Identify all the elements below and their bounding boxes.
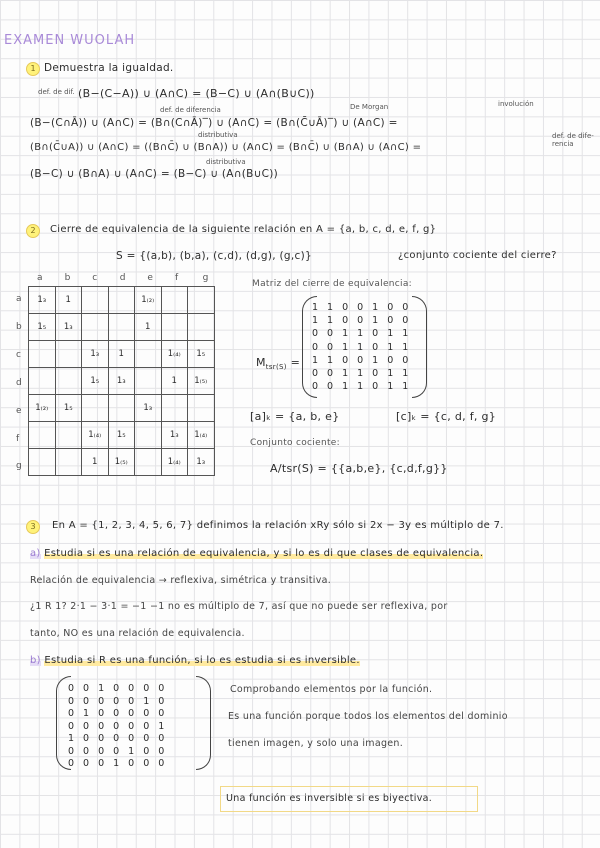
matrix-row: 1100100	[312, 302, 418, 313]
matrix-row: 0000010	[68, 695, 174, 707]
matrix-row: 0000001	[68, 720, 174, 732]
part-a-label: a)	[30, 548, 41, 559]
matrix-row: 0011011	[312, 341, 418, 353]
problem-2-set: S = {(a,b), (b,a), (c,d), (d,g), (g,c)}	[116, 250, 312, 262]
annotation-involucion: involución	[498, 100, 534, 108]
part-b	[30, 655, 360, 666]
table-cell	[108, 314, 135, 341]
table-cell: 1₍₅₎	[108, 449, 135, 476]
table-cell: 1₃	[55, 314, 82, 341]
table-cell: 1₅	[188, 341, 215, 368]
table-cell	[188, 287, 215, 314]
table-cell	[82, 287, 109, 314]
table-cell: 1₍₄₎	[161, 449, 188, 476]
part-a-text: Estudia si es una relación de equivalencia, y si lo es di que clases de equivalencia.	[44, 548, 484, 559]
problem-3-number: 3	[26, 520, 40, 534]
column-header: e	[147, 273, 154, 283]
table-cell	[161, 314, 188, 341]
matrix-row: 0011011	[312, 381, 418, 393]
table-cell	[55, 368, 82, 395]
column-header: d	[119, 273, 126, 283]
table-cell	[108, 395, 135, 422]
column-header: c	[92, 273, 98, 283]
table-cell	[29, 449, 56, 476]
problem-1-heading: Demuestra la igualdad.	[44, 62, 174, 74]
table-cell	[135, 341, 162, 368]
conjunto-cociente: A/tsr(S) = {{a,b,e}, {c,d,f,g}}	[270, 462, 448, 475]
row-header: f	[16, 433, 20, 444]
annotation-distributiva-2: distributiva	[206, 158, 246, 166]
reflexive-conclusion: tanto, NO es una relación de equivalencia.	[30, 628, 245, 639]
table-cell	[108, 287, 135, 314]
table-cell: 1	[55, 287, 82, 314]
matrix-title: Matriz del cierre de equivalencia:	[252, 279, 412, 289]
table-row	[29, 449, 215, 476]
table-cell: 1	[108, 341, 135, 368]
annotation-def-dif: def. de dif.	[38, 88, 75, 96]
part-a	[30, 548, 483, 559]
table-cell	[82, 395, 109, 422]
matrix-row: 0000100	[68, 745, 174, 757]
table-cell	[135, 368, 162, 395]
table-row	[29, 341, 215, 368]
table-cell: 1₃	[188, 449, 215, 476]
table-cell	[135, 449, 162, 476]
table-cell	[55, 449, 82, 476]
matrix-row: 0011011	[312, 368, 418, 379]
table-cell	[29, 422, 56, 449]
table-cell	[29, 341, 56, 368]
matrix-label-subscript: tsr(S)	[265, 363, 287, 372]
table-cell	[161, 395, 188, 422]
row-header: a	[16, 294, 22, 304]
function-reason-1: Es una función porque todos los elementos del dominio	[228, 711, 508, 722]
table-cell: 1₃	[161, 422, 188, 449]
table-cell: 1₍₄₎	[188, 422, 215, 449]
table-cell	[82, 314, 109, 341]
problem-2-heading: Cierre de equivalencia de la siguiente relación en A = {a, b, c, d, e, f, g}	[50, 224, 437, 235]
problem-1-number: 1	[26, 62, 40, 76]
table-cell: 1	[82, 449, 109, 476]
part-b-text: Estudia si R es una función, si lo es estudia si es inversible.	[44, 655, 360, 666]
table-cell: 1₍₄₎	[82, 422, 109, 449]
function-matrix-right-bracket	[196, 676, 211, 770]
problem-1-line-1: (B−(C∩Ā)) ∪ (A∩C) = (B∩(C∩Ā)‾) ∪ (A∩C) = (B∩(C̄∪Ā)‾) ∪ (A∩C) =	[30, 117, 398, 129]
table-row	[29, 314, 215, 341]
table-row	[29, 287, 215, 314]
matrix-row: 0011011	[312, 328, 418, 340]
table-cell	[55, 341, 82, 368]
table-cell	[55, 422, 82, 449]
matrix-row: 0100000	[68, 708, 174, 719]
column-header: a	[37, 273, 43, 283]
problem-2-question: ¿conjunto cociente del cierre?	[398, 250, 557, 261]
matrix-row: 0010000	[68, 683, 174, 694]
table-row	[29, 368, 215, 395]
class-a: [a]ₖ = {a, b, e}	[250, 410, 340, 423]
row-header: d	[16, 377, 23, 388]
table-cell	[188, 314, 215, 341]
row-header: c	[16, 349, 22, 360]
row-header: b	[16, 321, 23, 332]
boxed-note-text: Una función es inversible si es biyectiva.	[226, 793, 433, 804]
check-text: Comprobando elementos por la función.	[230, 684, 433, 695]
problem-1-statement: (B−(C−A)) ∪ (A∩C) = (B−C) ∪ (A∩(B∪C))	[78, 87, 315, 100]
table-cell	[135, 422, 162, 449]
annotation-distributiva-1: distributiva	[198, 131, 238, 139]
column-header: b	[64, 273, 71, 283]
reflexive-test: ¿1 R 1? 2·1 − 3·1 = −1 −1 no es múltiplo de 7, así que no puede ser reflexiva, por	[30, 601, 448, 612]
table-cell: 1	[161, 368, 188, 395]
table-cell: 1₅	[29, 314, 56, 341]
column-header: g	[202, 273, 209, 283]
annotation-def-diferencia-2: def. de dife-rencia	[552, 132, 594, 148]
table-cell: 1₅	[108, 422, 135, 449]
relation-table	[28, 286, 215, 476]
matrix-row: 0001000	[68, 758, 174, 769]
table-cell: 1₅	[82, 368, 109, 395]
table-row	[29, 422, 215, 449]
table-cell: 1	[135, 314, 162, 341]
table-cell: 1₍₅₎	[188, 368, 215, 395]
class-c: [c]ₖ = {c, d, f, g}	[396, 410, 497, 423]
column-header: f	[175, 273, 179, 283]
table-row	[29, 395, 215, 422]
table-cell: 1₃	[135, 395, 162, 422]
table-cell: 1₍₂₎	[135, 287, 162, 314]
annotation-de-morgan: De Morgan	[350, 103, 389, 111]
part-b-label: b)	[30, 655, 41, 666]
row-header: e	[16, 405, 22, 416]
relation-equivalence-definition: Relación de equivalencia → reflexiva, simétrica y transitiva.	[30, 575, 332, 586]
cociente-label: Conjunto cociente:	[250, 438, 340, 448]
function-reason-2: tienen imagen, y solo una imagen.	[228, 738, 404, 749]
table-cell	[29, 368, 56, 395]
problem-1-line-2: (B∩(C̄∪A)) ∪ (A∩C) = ((B∩C̄) ∪ (B∩A)) ∪ (A∩C) = (B∩C̄) ∪ (B∩A) ∪ (A∩C) =	[30, 142, 422, 153]
matrix-row: 1100100	[312, 315, 418, 327]
matrix-row: 1000000	[68, 733, 174, 744]
table-cell	[161, 287, 188, 314]
problem-3-heading: En A = {1, 2, 3, 4, 5, 6, 7} definimos la relación xRy sólo si 2x − 3y es múltiplo de 7.	[52, 520, 504, 531]
matrix-label: $M_{tsr(S)}$ =	[256, 356, 301, 372]
page-title: EXAMEN WUOLAH	[4, 33, 136, 48]
table-cell: 1₍₂₎	[29, 395, 56, 422]
table-cell: 1₅	[55, 395, 82, 422]
table-cell: 1₃	[108, 368, 135, 395]
table-cell: 1₍₄₎	[161, 341, 188, 368]
problem-1-line-3: (B−C) ∪ (B∩A) ∪ (A∩C) = (B−C) ∪ (A∩(B∪C))	[30, 168, 279, 180]
problem-2-number: 2	[26, 224, 40, 238]
row-header: g	[16, 461, 23, 472]
table-cell	[188, 395, 215, 422]
table-cell: 1₃	[82, 341, 109, 368]
table-cell: 1₃	[29, 287, 56, 314]
matrix-label-letter: M	[256, 356, 266, 369]
matrix-row: 1100100	[312, 354, 418, 366]
annotation-def-diferencia: def. de diferencia	[160, 106, 221, 114]
